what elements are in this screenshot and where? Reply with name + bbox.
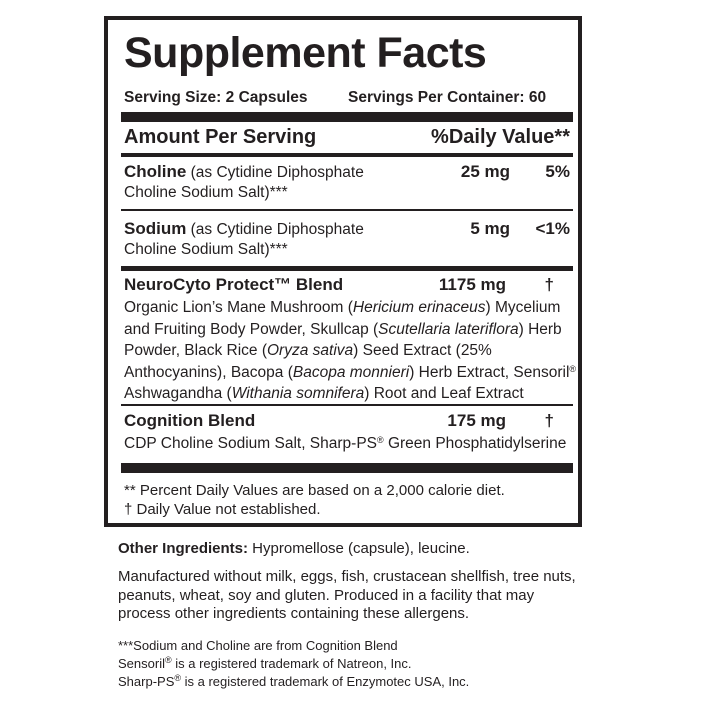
thick-divider <box>121 463 573 473</box>
nutrient-source-cont: Choline Sodium Salt)*** <box>124 184 288 201</box>
blend-daily-value: † <box>544 411 554 430</box>
other-ingredients-text: Hypromellose (capsule), leucine. <box>248 540 470 557</box>
servings-per-container: Servings Per Container: 60 <box>348 89 547 106</box>
nutrient-row-choline <box>124 162 364 182</box>
blend-name: Cognition Blend <box>124 411 256 430</box>
nutrient-row-sodium <box>124 219 364 239</box>
nutrient-daily-value: 5% <box>545 162 570 181</box>
nutrient-source-cont: Choline Sodium Salt)*** <box>124 241 288 258</box>
nutrient-name: Choline <box>124 162 187 181</box>
row-divider <box>121 404 573 406</box>
blend-daily-value: † <box>544 275 554 294</box>
nutrient-amount: 25 mg <box>460 162 510 181</box>
supplement-facts-panel <box>104 16 582 527</box>
other-ingredients <box>118 540 470 557</box>
allergen-statement: Manufactured without milk, eggs, fish, crustacean shellfish, tree nuts, peanuts, wheat, soy and gluten. Produced in a facility that may process other ingredients containing these allergens. <box>118 568 576 622</box>
panel-title: Supplement Facts <box>124 29 487 77</box>
trademark-line: Sensoril® is a registered trademark of Natreon, Inc. <box>118 655 412 671</box>
medium-divider <box>121 266 573 271</box>
trademark-line: Sharp-PS® is a registered trademark of Enzymotec USA, Inc. <box>118 673 470 689</box>
other-ingredients-label: Other Ingredients: <box>118 540 249 557</box>
row-divider <box>121 209 573 211</box>
footnote-percent: ** Percent Daily Values are based on a 2,000 calorie diet. <box>124 482 505 499</box>
medium-divider <box>121 153 573 157</box>
blend-ingredients: CDP Choline Sodium Salt, Sharp-PS® Green Phosphatidylserine <box>124 435 567 452</box>
footnote-dagger: † Daily Value not established. <box>124 501 321 518</box>
daily-value-header: %Daily Value** <box>431 126 570 148</box>
blend-amount: 175 mg <box>447 411 506 430</box>
nutrient-source: (as Cytidine Diphosphate <box>186 164 364 181</box>
blend-amount: 1175 mg <box>438 275 506 294</box>
blend-ingredients: Organic Lion’s Mane Mushroom (Hericium erinaceus) Mycelium and Fruiting Body Powder, Skullcap (Scutellaria lateriflora) Herb Powder, Black Rice (Oryza sativa) Seed Extract (25% Anthocyanins), Bacopa (Bacopa monnieri) Herb Extract, Sensoril® Ashwagandha (Withania somnifera) Root and Leaf Extract <box>124 299 577 402</box>
trademark-line: ***Sodium and Choline are from Cognition Blend <box>118 638 398 653</box>
blend-name: NeuroCyto Protect™ Blend <box>124 275 344 294</box>
nutrient-amount: 5 mg <box>470 219 510 238</box>
serving-size: Serving Size: 2 Capsules <box>124 89 308 106</box>
amount-per-serving-header: Amount Per Serving <box>124 126 317 148</box>
nutrient-source: (as Cytidine Diphosphate <box>186 221 364 238</box>
nutrient-daily-value: <1% <box>535 219 570 238</box>
nutrient-name: Sodium <box>124 219 187 238</box>
thick-divider <box>121 112 573 122</box>
